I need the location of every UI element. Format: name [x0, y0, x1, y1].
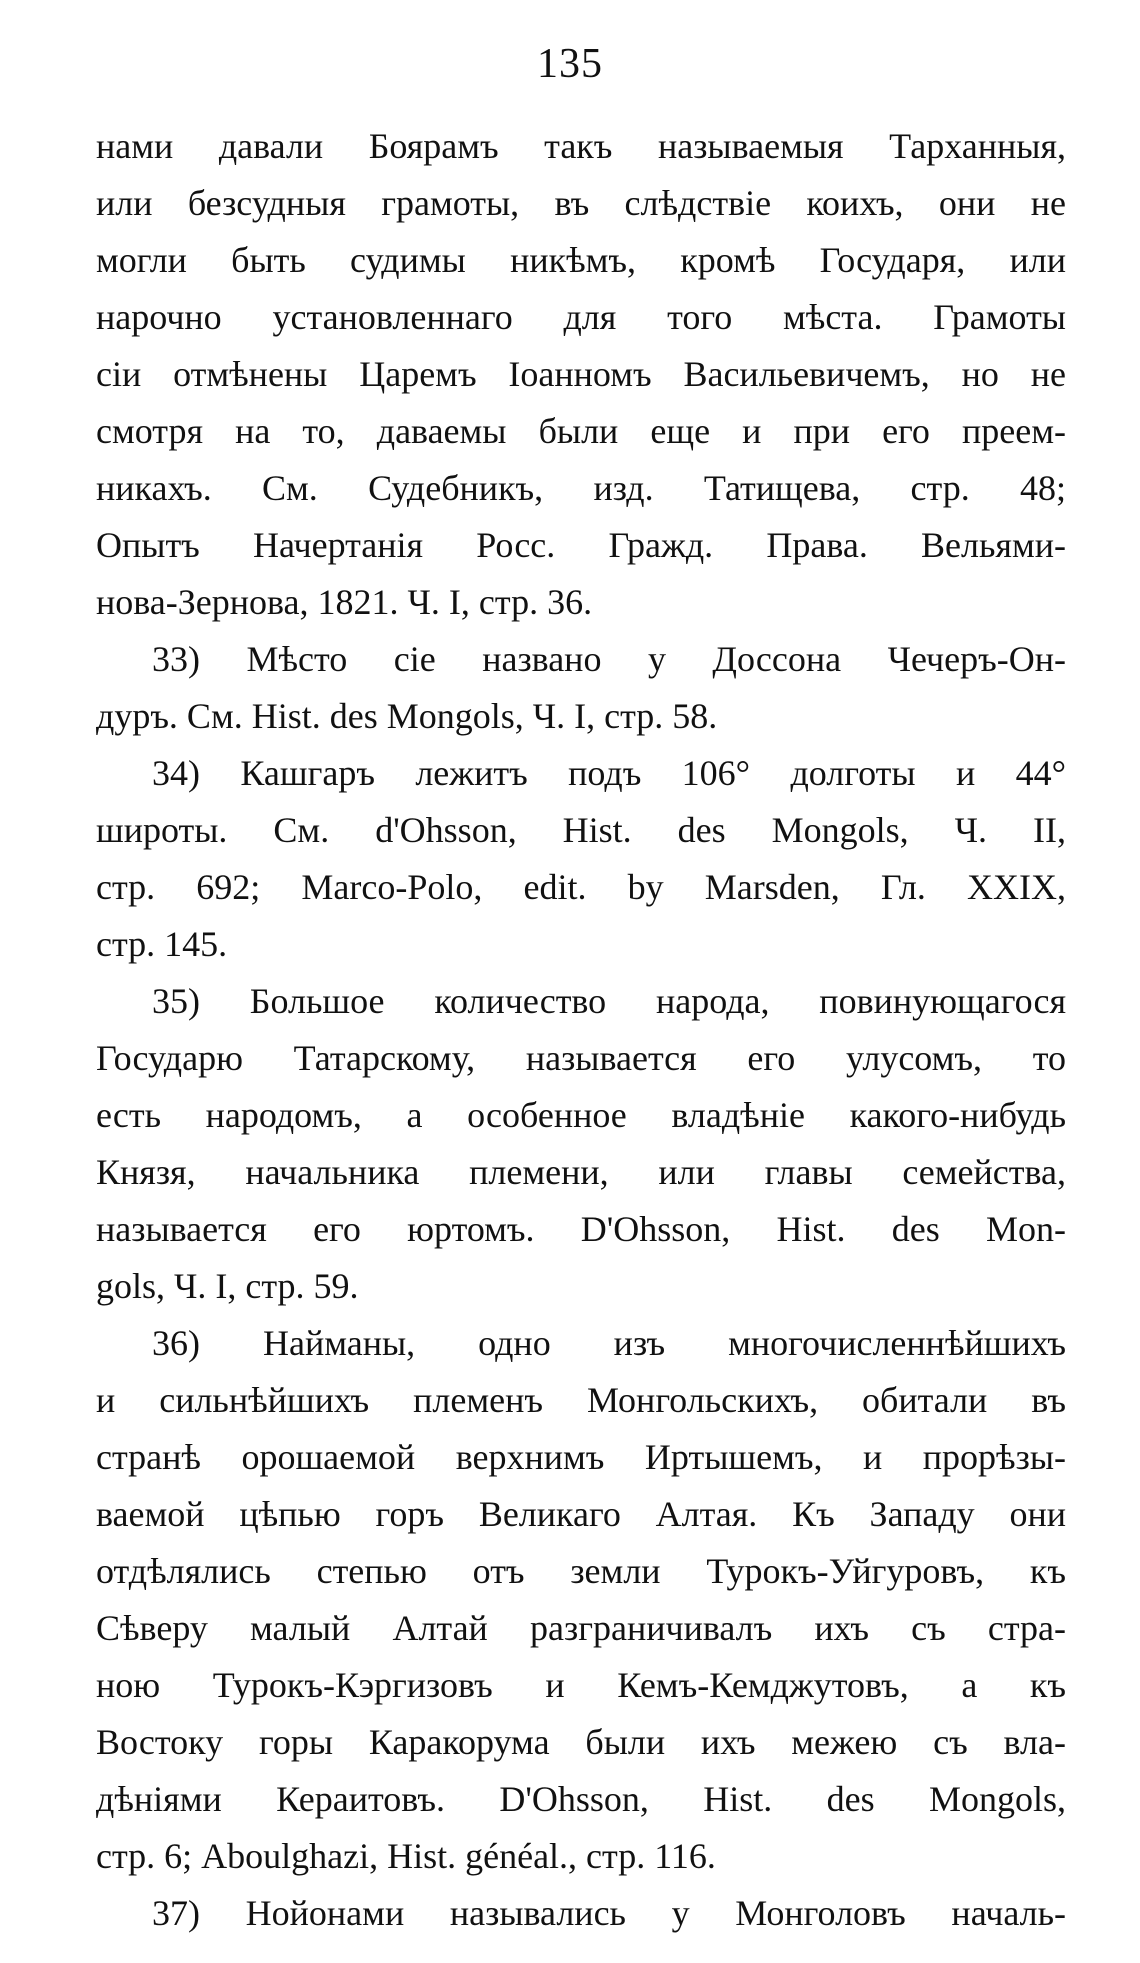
text-line: Сѣверу малый Алтай разграничивалъ ихъ съ стра- [96, 1608, 1066, 1648]
text-line: нова-Зернова, 1821. Ч. I, стр. 36. [96, 582, 593, 622]
footnote-35 [96, 973, 1066, 1315]
text-line: стр. 6; Aboulghazi, Hist. généal., стр. 116. [96, 1836, 716, 1876]
footnote-32-continuation [96, 118, 1066, 631]
text-line: ваемой цѣпью горъ Великаго Алтая. Къ Западу они [96, 1494, 1066, 1534]
page-number: 135 [537, 41, 603, 87]
text-line: gols, Ч. I, стр. 59. [96, 1266, 359, 1306]
text-line: 33) Мѣсто сіе названо у Доссона Чечеръ-Он- [152, 639, 1066, 679]
text-line: 36) Найманы, одно изъ многочисленнѣйшихъ [152, 1323, 1066, 1363]
text-line: дуръ. См. Hist. des Mongols, Ч. I, стр. 58. [96, 696, 718, 736]
text-line: Опытъ Начертанія Росс. Гражд. Права. Вельями- [96, 525, 1066, 565]
text-line: отдѣлялись степью отъ земли Турокъ-Уйгуровъ, къ [96, 1551, 1066, 1591]
text-line: широты. См. d'Ohsson, Hist. des Mongols, Ч. II, [96, 810, 1066, 850]
text-line: странѣ орошаемой верхнимъ Иртышемъ, и прорѣзы- [96, 1437, 1066, 1477]
text-line: 35) Большое количество народа, повинующагося [152, 981, 1066, 1021]
text-line: сіи отмѣнены Царемъ Іоанномъ Васильевичемъ, но не [96, 354, 1066, 394]
text-line: могли быть судимы никѣмъ, кромѣ Государя, или [96, 240, 1066, 280]
text-line: стр. 145. [96, 924, 228, 964]
footnote-36 [96, 1315, 1066, 1885]
text-line: есть народомъ, а особенное владѣніе какого-нибудь [96, 1095, 1066, 1135]
text-line: стр. 692; Marco-Polo, edit. by Marsden, Гл. XXIX, [96, 867, 1066, 907]
text-line: ною Турокъ-Кэргизовъ и Кемъ-Кемджутовъ, а къ [96, 1665, 1066, 1705]
text-line: или безсудныя грамоты, въ слѣдствіе коихъ, они не [96, 183, 1066, 223]
text-line: Востоку горы Каракорума были ихъ межею съ вла- [96, 1722, 1066, 1762]
footnotes-text [96, 118, 1066, 1942]
text-line: и сильнѣйшихъ племенъ Монгольскихъ, обитали въ [96, 1380, 1066, 1420]
footnote-37 [96, 1885, 1066, 1942]
text-line: 34) Кашгаръ лежитъ подъ 106° долготы и 44° [152, 753, 1066, 793]
text-line: Князя, начальника племени, или главы семейства, [96, 1152, 1066, 1192]
text-line: смотря на то, даваемы были еще и при его преем- [96, 411, 1066, 451]
text-line: никахъ. См. Судебникъ, изд. Татищева, стр. 48; [96, 468, 1066, 508]
text-line: Государю Татарскому, называется его улусомъ, то [96, 1038, 1066, 1078]
text-line: нами давали Боярамъ такъ называемыя Тарханныя, [96, 126, 1066, 166]
footnote-33 [96, 631, 1066, 745]
text-line: дѣніями Кераитовъ. D'Ohsson, Hist. des Mongols, [96, 1779, 1066, 1819]
text-line: нарочно установленнаго для того мѣста. Грамоты [96, 297, 1066, 337]
footnote-34 [96, 745, 1066, 973]
text-line: 37) Нойонами назывались у Монголовъ началь- [152, 1893, 1066, 1933]
text-line: называется его юртомъ. D'Ohsson, Hist. des Mon- [96, 1209, 1066, 1249]
